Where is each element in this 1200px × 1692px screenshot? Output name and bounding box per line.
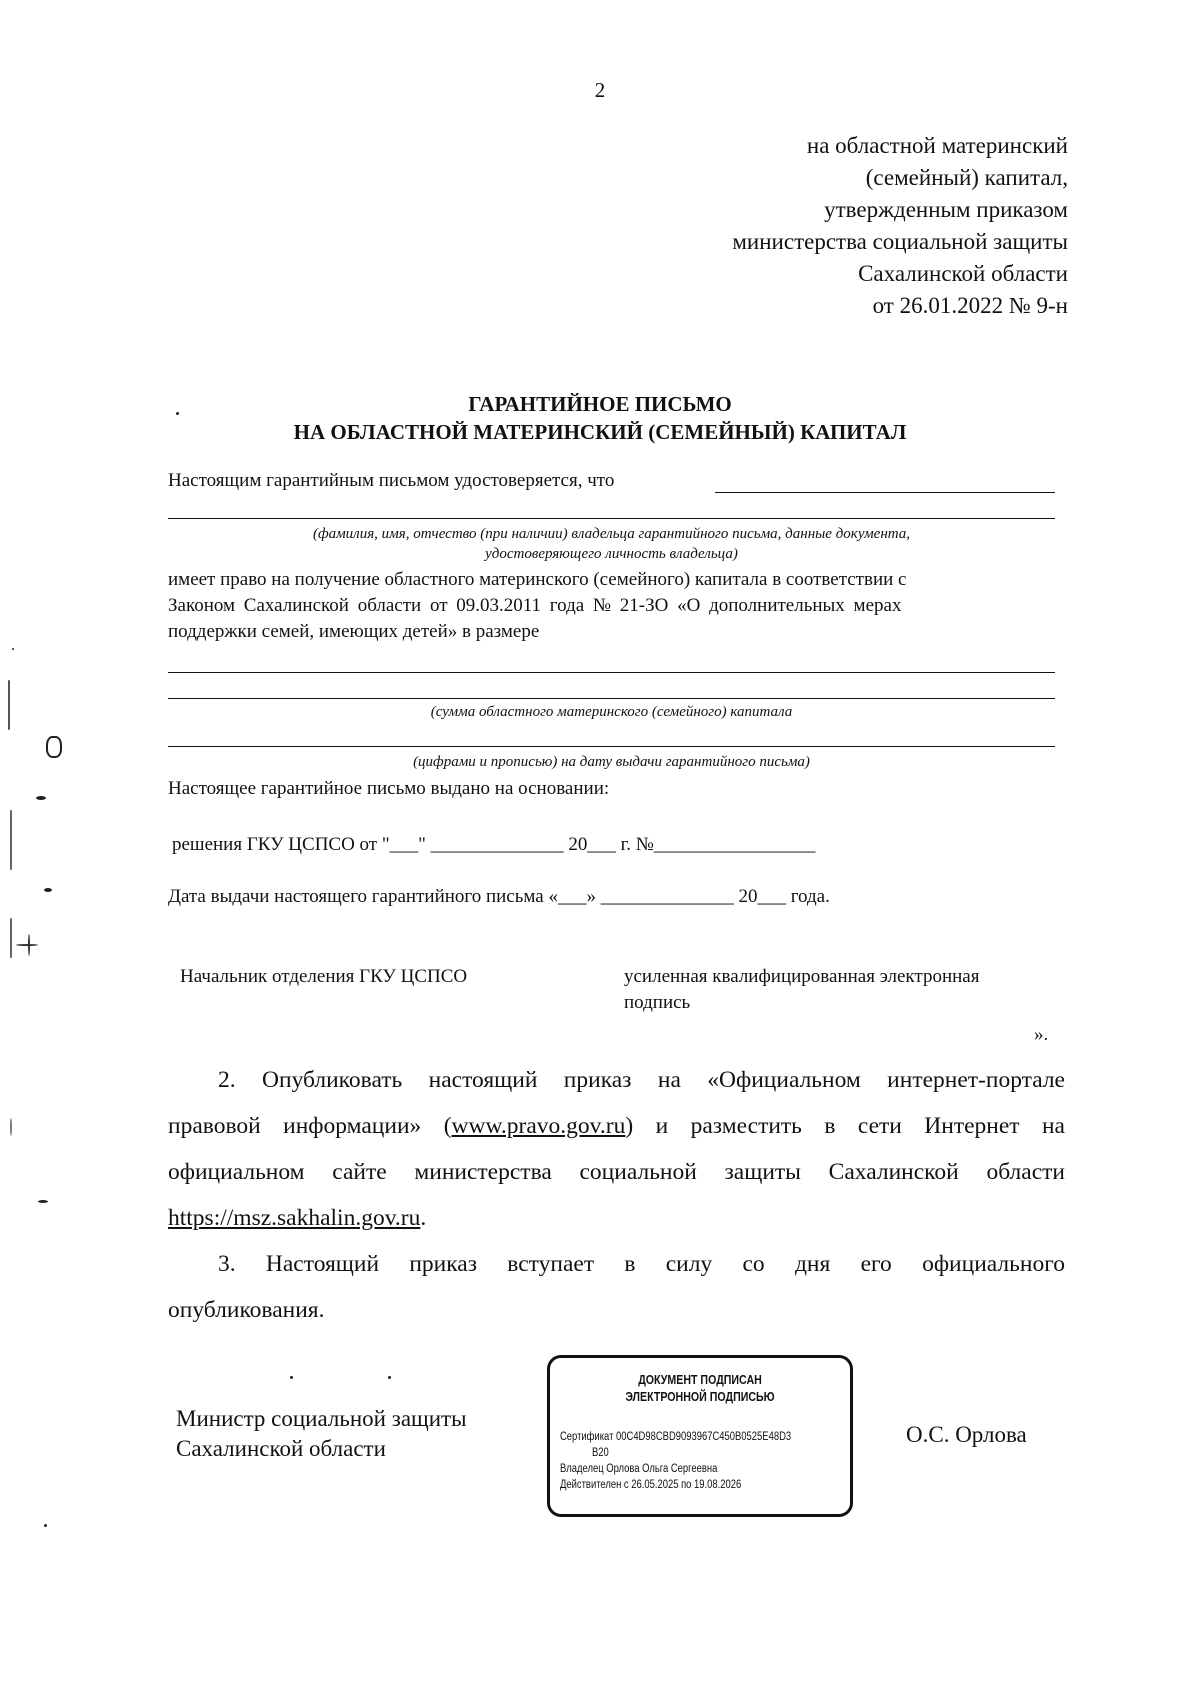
- order-item-3: [168, 1241, 1065, 1333]
- approval-reference: [548, 130, 1068, 322]
- order-item-2-line-2: [168, 1103, 1065, 1149]
- certify-text: Настоящим гарантийным письмом удостоверяется, что: [168, 470, 615, 491]
- minister-position-line-1: Министр социальной защиты: [176, 1406, 467, 1431]
- scan-speck: [38, 1200, 48, 1203]
- order-item-2: [168, 1057, 1065, 1241]
- right-text-line-2: Законом Сахалинской области от 09.03.2011 года № 21-ЗО «О дополнительных мерах: [168, 595, 902, 616]
- approval-line: на областной материнский: [806, 133, 1068, 158]
- title-line-1: ГАРАНТИЙНОЕ ПИСЬМО: [468, 392, 732, 416]
- title-line-2: НА ОБЛАСТНОЙ МАТЕРИНСКИЙ (СЕМЕЙНЫЙ) КАПИТАЛ: [293, 420, 907, 444]
- signature-note-line-1: усиленная квалифицированная электронная: [624, 966, 980, 987]
- owner-caption-line-1: (фамилия, имя, отчество (при наличии) владельца гарантийного письма, данные документа,: [312, 526, 911, 542]
- order-item-3-line-2: опубликования.: [168, 1297, 325, 1323]
- scan-speck: [28, 934, 30, 956]
- scan-speck: [10, 918, 12, 958]
- approval-line: министерства социальной защиты: [732, 229, 1068, 254]
- scan-speck: [290, 1376, 293, 1379]
- right-text-line-3: поддержки семей, имеющих детей» в размере: [168, 621, 540, 642]
- scan-speck: [44, 888, 52, 892]
- minister-position-line-2: Сахалинской области: [176, 1436, 386, 1461]
- scan-speck: [16, 944, 38, 946]
- sum-caption: (сумма областного материнского (семейного) капитала: [430, 704, 793, 720]
- approval-line: от 26.01.2022 № 9-н: [872, 293, 1068, 318]
- decision-line: решения ГКУ ЦСПСО от "___" ______________ 20___ г. №_________________: [172, 834, 816, 855]
- stamp-valid: Действителен с 26.05.2025 по 19.08.2026: [560, 1479, 742, 1491]
- document-title: [0, 390, 1200, 446]
- order-item-3-line-1: 3. Настоящий приказ вступает в силу со дня его официального: [218, 1251, 1065, 1277]
- scan-speck: [46, 736, 62, 758]
- right-text-line-1: имеет право на получение областного материнского (семейного) капитала в соответствии с: [168, 569, 907, 590]
- owner-caption-line-2: удостоверяющего личность владельца): [485, 546, 738, 562]
- issued-basis: Настоящее гарантийное письмо выдано на основании:: [168, 778, 610, 799]
- pravo-link[interactable]: www.pravo.gov.ru: [451, 1113, 626, 1139]
- signature-note: [624, 964, 979, 1016]
- order-item-2-end: .: [420, 1205, 427, 1231]
- order-item-2-line-3: официальном сайте министерства социальной защиты Сахалинской области: [168, 1159, 1065, 1185]
- issue-date-line: Дата выдачи настоящего гарантийного письма «___» ______________ 20___ года.: [168, 886, 830, 907]
- order-item-2-text-2: ) и разместить в сети Интернет на: [625, 1113, 1065, 1139]
- signature-note-line-2: подпись: [624, 992, 691, 1013]
- sum-fill-line-3: [168, 746, 1055, 747]
- sum-fill-line-1: [168, 672, 1055, 673]
- owner-fill-line: [715, 492, 1055, 493]
- order-item-2-line-4: [168, 1195, 1065, 1241]
- msz-link[interactable]: https://msz.sakhalin.gov.ru: [168, 1205, 421, 1231]
- page-number: 2: [594, 78, 606, 102]
- right-text: [168, 567, 1068, 645]
- electronic-signature-stamp: [547, 1355, 853, 1517]
- owner-fill-line-2: [168, 518, 1055, 519]
- approval-line: Сахалинской области: [858, 261, 1068, 286]
- stamp-owner: Владелец Орлова Ольга Сергеевна: [560, 1463, 718, 1475]
- approval-line: утвержденным приказом: [824, 197, 1068, 222]
- scan-speck: [12, 648, 14, 650]
- stamp-title-line-2: ЭЛЕКТРОННОЙ ПОДПИСЬЮ: [625, 1390, 775, 1404]
- scan-speck: [10, 1118, 12, 1136]
- stamp-title: [573, 1372, 828, 1406]
- approval-line: (семейный) капитал,: [865, 165, 1068, 190]
- closing-quote: ».: [1034, 1024, 1049, 1045]
- scan-speck: [388, 1376, 391, 1379]
- stamp-certificate-cont: B20: [592, 1447, 609, 1459]
- minister-position: [176, 1404, 467, 1464]
- head-title: Начальник отделения ГКУ ЦСПСО: [180, 966, 468, 987]
- sum-fill-line-2: [168, 698, 1055, 699]
- scan-speck: [10, 810, 12, 870]
- order-item-2-text: правовой информации» (: [168, 1113, 452, 1139]
- stamp-certificate: Сертификат 00C4D98CBD9093967C450B0525E48D3: [560, 1431, 792, 1443]
- owner-caption: [168, 524, 1055, 564]
- sum-caption-2: (цифрами и прописью) на дату выдачи гарантийного письма): [413, 754, 810, 770]
- scan-speck: [8, 680, 10, 730]
- order-item-2-line-1: 2. Опубликовать настоящий приказ на «Официальном интернет-портале: [218, 1067, 1065, 1093]
- scan-speck: [44, 1524, 47, 1527]
- scan-speck: [176, 412, 179, 415]
- scan-speck: [36, 796, 46, 800]
- minister-name: О.С. Орлова: [906, 1422, 1027, 1447]
- stamp-title-line-1: ДОКУМЕНТ ПОДПИСАН: [638, 1373, 762, 1387]
